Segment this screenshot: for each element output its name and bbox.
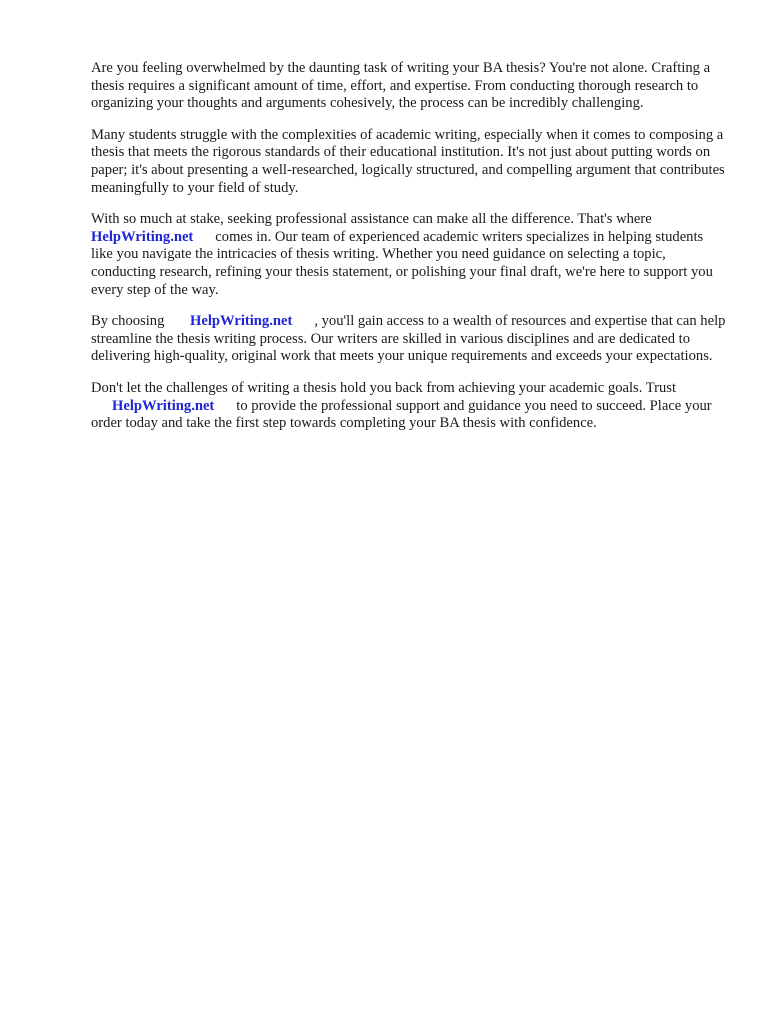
paragraph-trust-after: to provide the professional support and guidance you need to succeed. Place your order today and take the first step towards completing your BA thesis with confidence. xyxy=(91,397,712,432)
paragraph-choosing xyxy=(91,313,726,366)
helpwriting-link-3[interactable]: HelpWriting.net xyxy=(112,397,215,414)
paragraph-trust xyxy=(91,380,726,433)
helpwriting-link-2[interactable]: HelpWriting.net xyxy=(190,313,293,330)
document-body xyxy=(91,60,726,447)
paragraph-intro xyxy=(91,60,726,113)
paragraph-assistance-before: With so much at stake, seeking professional assistance can make all the difference. That's where xyxy=(91,211,652,228)
helpwriting-link-1[interactable]: HelpWriting.net xyxy=(91,228,194,245)
paragraph-choosing-after: , you'll gain access to a wealth of resources and expertise that can help streamline the thesis writing process. Our writers are skilled in various disciplines and are dedicated to delivering high-quality, original work that meets your unique requirements and exceeds your expectations. xyxy=(91,313,726,365)
paragraph-choosing-before: By choosing xyxy=(91,313,165,330)
paragraph-trust-before: Don't let the challenges of writing a thesis hold you back from achieving your academic goals. Trust xyxy=(91,379,677,396)
paragraph-struggle-text: Many students struggle with the complexities of academic writing, especially when it comes to composing a thesis that meets the rigorous standards of their educational institution. It's not just about putting words on paper; it's about presenting a well-researched, logically structured, and compelling argument that contributes meaningfully to your field of study. xyxy=(91,126,725,196)
paragraph-assistance xyxy=(91,211,726,299)
paragraph-struggle xyxy=(91,127,726,197)
paragraph-assistance-after: comes in. Our team of experienced academic writers specializes in helping students like you navigate the intricacies of thesis writing. Whether you need guidance on selecting a topic, conducting research, refining your thesis statement, or polishing your final draft, we're here to support you every step of the way. xyxy=(91,228,713,298)
paragraph-intro-text: Are you feeling overwhelmed by the daunting task of writing your BA thesis? You're not alone. Crafting a thesis requires a significant amount of time, effort, and expertise. From conducting thorough research to organizing your thoughts and arguments cohesively, the process can be incredibly challenging. xyxy=(91,60,711,112)
